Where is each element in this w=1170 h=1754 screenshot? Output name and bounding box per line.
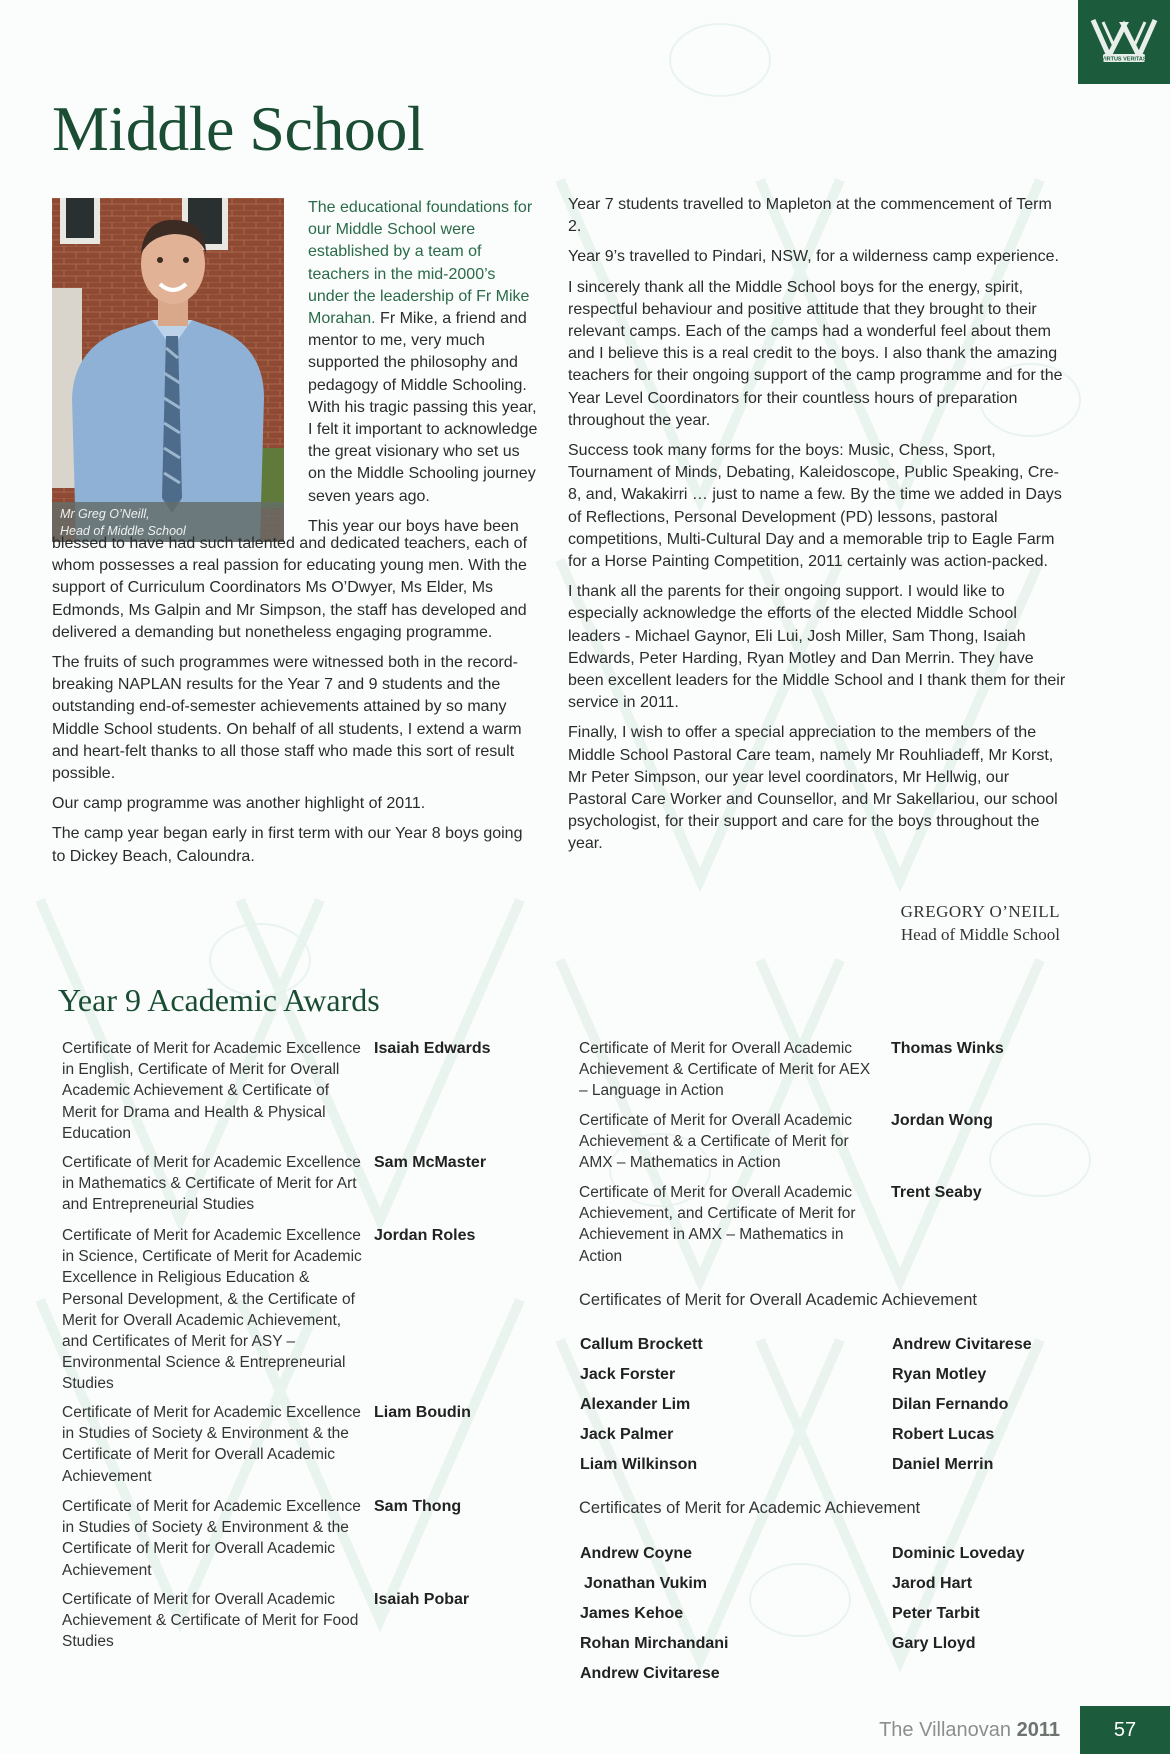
award-recipient: Thomas Winks (891, 1040, 1004, 1057)
signature-block (700, 900, 1060, 946)
recipient-name: Jonathan Vukim (584, 1575, 707, 1592)
paragraph-r5: I thank all the parents for their ongoing support. I would like to especially acknowledge the efforts of the elected Middle School leaders - Michael Gaynor, Eli Lui, Josh Miller, Sam Thong, Isaiah Edwards, Peter Harding, Ryan Motley and Dan Merrin. They have been excellent leaders for the Middle School and I thank them for their service in 2011. (568, 583, 1066, 712)
portrait-photo (52, 198, 284, 542)
page-title: Middle School (52, 93, 425, 164)
award-recipient: Sam McMaster (374, 1154, 487, 1171)
recipient-name: Jack Forster (580, 1366, 676, 1383)
recipient-name: Rohan Mirchandani (580, 1635, 729, 1652)
publication-title: The Villanovan (879, 1718, 1012, 1741)
publication-name (879, 1719, 1060, 1742)
recipient-name: Callum Brockett (580, 1336, 703, 1353)
award-description: Certificate of Merit for Academic Excellence in Mathematics & Certificate of Merit for Art and Entrepreneurial Studies (62, 1154, 361, 1214)
signature-name: GREGORY O’NEILL (900, 902, 1060, 921)
award-description: Certificate of Merit for Overall Academic Achievement & Certificate of Merit for Food Studies (62, 1591, 359, 1651)
awards-title: Year 9 Academic Awards (58, 982, 380, 1018)
intro-text: Fr Mike, a friend and mentor to me, very much supported the philosophy and pedagogy of Middle Schooling. With his tragic passing this year, I felt it important to acknowledge the great visionary who set us on the Middle Schooling journey seven years ago. (308, 310, 538, 505)
award-description: Certificate of Merit for Academic Excellence in Studies of Society & Environment & the Certificate of Merit for Overall Academic Achievement (62, 1498, 361, 1579)
publication-year: 2011 (1016, 1718, 1060, 1741)
overall-achievement-heading: Certificates of Merit for Overall Academic Achievement (579, 1291, 977, 1309)
award-description: Certificate of Merit for Overall Academic Achievement & a Certificate of Merit for AMX – Mathematics in Action (579, 1112, 853, 1172)
paragraph-2-start: This year our boys have been (308, 517, 519, 535)
award-description: Certificate of Merit for Academic Excellence in English, Certificate of Merit for Overall Academic Achievement & Certificate of Merit for Drama and Health & Physical Education (62, 1040, 361, 1142)
award-recipient: Jordan Wong (891, 1112, 993, 1129)
award-recipient: Isaiah Pobar (374, 1591, 470, 1608)
caption-name: Mr Greg O’Neill, (60, 507, 150, 521)
paragraph-r2: Year 9’s travelled to Pindari, NSW, for a wilderness camp experience. (568, 248, 1059, 266)
award-recipient: Liam Boudin (374, 1404, 471, 1421)
right-column-text (568, 194, 1068, 864)
villanova-crest-icon (1089, 14, 1159, 70)
recipient-name: Robert Lucas (892, 1426, 995, 1443)
recipient-name: Gary Lloyd (892, 1635, 976, 1652)
intro-highlight: The educational foundations for our Middle School were established by a team of teachers in the mid-2000’s under the leadership of Fr Mike Morahan. (308, 199, 533, 328)
award-recipient: Isaiah Edwards (374, 1040, 491, 1057)
recipient-name: James Kehoe (580, 1605, 684, 1622)
paragraph-r1: Year 7 students travelled to Mapleton at the commencement of Term 2. (568, 196, 1052, 236)
paragraph-r3: I sincerely thank all the Middle School boys for the energy, spirit, respectful behaviour and positive attitude that they brought to their relevant camps. Each of the camps had a wonderful feel about them and I believe this is a real credit to the boys. I also thank the amazing teachers for their ongoing support of the camp programme and for the Year Level Coordinators for their countless hours of preparation throughout the year. (568, 278, 1063, 429)
recipient-name: Andrew Coyne (580, 1545, 693, 1562)
paragraph-4: Our camp programme was another highlight of 2011. (52, 795, 426, 813)
paragraph-3: The fruits of such programmes were witnessed both in the record-breaking NAPLAN results for the Year 7 and 9 students and the outstanding end-of-semester achievements attained by so many Middle School students. On behalf of all students, I extend a warm and heart-felt thanks to all those staff who made this sort of result possible. (52, 654, 522, 783)
award-recipient: Trent Seaby (891, 1184, 982, 1201)
recipient-name: Andrew Civitarese (892, 1336, 1032, 1353)
recipient-name: Dominic Loveday (892, 1545, 1025, 1562)
signature-role: Head of Middle School (900, 925, 1060, 944)
paragraph-r4: Success took many forms for the boys: Music, Chess, Sport, Tournament of Minds, Debating, Kaleidoscope, Public Speaking, Cre-8, and, Wakakirri … just to name a few. By the time we added in Days of Reflections, Personal Development (PD) lessons, pastoral competitions, Multi-Cultural Day and a memorable trip to Eagle Farm for a Horse Painting Competition, 2011 certainly was action-packed. (568, 442, 1062, 571)
recipient-name: Daniel Merrin (892, 1456, 994, 1473)
recipient-name: Liam Wilkinson (580, 1456, 698, 1473)
recipient-name: Ryan Motley (892, 1366, 987, 1383)
recipient-name: Jack Palmer (580, 1426, 674, 1443)
logo-motto-text: VIRTUS VERITAS (1101, 56, 1147, 63)
paragraph-5: The camp year began early in first term with our Year 8 boys going to Dickey Beach, Caloundra. (52, 825, 523, 865)
award-description: Certificate of Merit for Overall Academic Achievement, and Certificate of Merit for Achievement in AMX – Mathematics in Action (579, 1184, 856, 1265)
recipient-name: Jarod Hart (892, 1575, 973, 1592)
intro-paragraph (308, 197, 540, 538)
recipient-name: Dilan Fernando (892, 1396, 1009, 1413)
recipient-name: Alexander Lim (580, 1396, 691, 1413)
recipient-name (892, 1663, 1100, 1685)
academic-achievement-list (580, 1543, 1100, 1685)
recipient-name: Andrew Civitarese (580, 1665, 720, 1682)
caption-role: Head of Middle School (60, 524, 186, 538)
award-description: Certificate of Merit for Overall Academic Achievement & Certificate of Merit for AEX – Language in Action (579, 1040, 871, 1100)
paragraph-2: blessed to have had such talented and dedicated teachers, each of whom possesses a real passion for educating young men. With the support of Curriculum Coordinators Ms O’Dwyer, Ms Elder, Ms Edmonds, Ms Galpin and Mr Simpson, the staff has developed and delivered a demanding but nonetheless engaging programme. (52, 535, 528, 641)
page-number: 57 (1080, 1706, 1170, 1754)
recipient-name: Peter Tarbit (892, 1605, 980, 1622)
award-description: Certificate of Merit for Academic Excellence in Studies of Society & Environment & the Certificate of Merit for Overall Academic Achievement (62, 1404, 361, 1485)
award-recipient: Jordan Roles (374, 1227, 476, 1244)
overall-achievement-list (580, 1334, 1100, 1476)
portrait-illustration (52, 198, 284, 542)
academic-achievement-heading: Certificates of Merit for Academic Achievement (579, 1499, 921, 1517)
page-footer (879, 1706, 1170, 1754)
award-recipient: Sam Thong (374, 1498, 462, 1515)
paragraph-r6: Finally, I wish to offer a special appreciation to the members of the Middle School Pastoral Care team, namely Mr Rouhliadeff, Mr Korst, Mr Peter Simpson, our year level coordinators, Mr Hellwig, our Pastoral Care Worker and Counsellor, and Mr Sakellariou, our school psychologist, for their support and care for the boys throughout the year. (568, 724, 1058, 853)
school-logo (1078, 0, 1170, 84)
award-description: Certificate of Merit for Academic Excellence in Science, Certificate of Merit for Academic Excellence in Religious Education & Personal Development, & the Certificate of Merit for Overall Academic Achievement, and Certificates of Merit for ASY – Environmental Science & Entrepreneurial Studies (62, 1227, 362, 1393)
left-column-text (52, 533, 540, 876)
